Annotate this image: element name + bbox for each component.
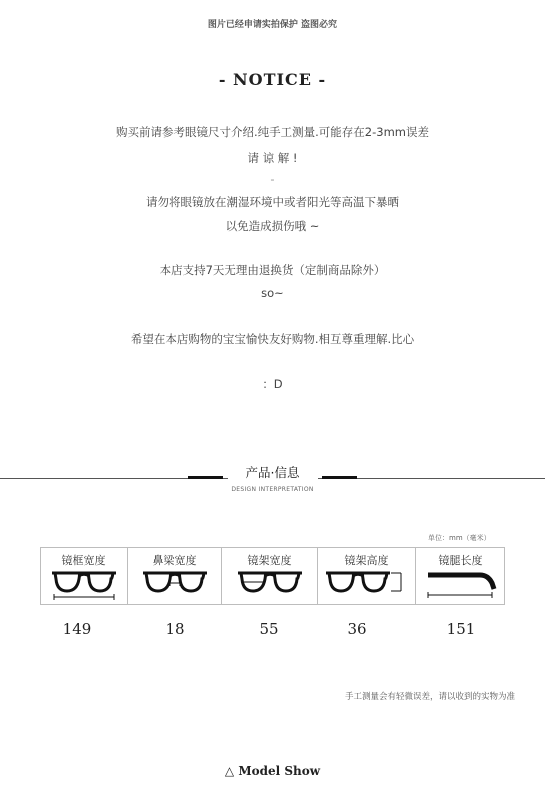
notice-line: 本店支持7天无理由退换货（定制商品除外） <box>159 263 386 277</box>
measurement-value-frame-width: 149 <box>62 620 92 638</box>
measurement-label: 镜架宽度 <box>247 554 292 567</box>
measurement-value-lens-width: 55 <box>259 620 279 638</box>
section-title: 产品·信息 <box>245 465 300 480</box>
unit-label: 单位：mm（毫米） <box>428 534 491 542</box>
measurement-card-lens-height <box>318 547 416 605</box>
lens-height-icon <box>325 567 409 601</box>
temple-length-icon <box>424 567 498 601</box>
bridge-width-icon <box>140 567 210 601</box>
notice-line: 请勿将眼镜放在潮湿环境中或者阳光等高温下暴晒 <box>146 195 399 209</box>
notice-line: 希望在本店购物的宝宝愉快友好购物.相互尊重理解.比心 <box>130 332 415 346</box>
measurement-label: 镜框宽度 <box>61 554 106 567</box>
measurement-card-frame-width <box>40 547 128 605</box>
notice-line: - <box>270 172 275 186</box>
notice-line: so~ <box>261 286 284 300</box>
notice-line: 购买前请参考眼镜尺寸介绍.纯手工测量.可能存在2-3mm误差 <box>116 125 429 139</box>
measurement-note: 手工测量会有轻微误差，请以收到的实物为准 <box>344 692 515 702</box>
notice-line: ：D <box>262 377 283 391</box>
measurement-label: 鼻梁宽度 <box>152 554 197 567</box>
measurement-value-lens-height: 36 <box>347 620 367 638</box>
model-show-heading: △ Model Show <box>224 764 321 778</box>
measurement-card-temple-length <box>416 547 505 605</box>
measurement-value-temple-length: 151 <box>446 620 476 638</box>
measurement-label: 镜架高度 <box>344 554 389 567</box>
measurement-card-bridge-width <box>128 547 222 605</box>
watermark-text: 图片已经申请实拍保护 盗图必究 <box>207 20 338 30</box>
notice-line: 请 谅 解 ! <box>247 151 298 165</box>
lens-width-icon <box>235 567 305 601</box>
measurement-label: 镜腿长度 <box>438 554 483 567</box>
notice-line: 以免造成损伤哦 ~ <box>225 219 320 233</box>
measurement-card-lens-width <box>222 547 318 605</box>
section-subtitle: DESIGN INTERPRETATION <box>231 486 314 493</box>
notice-title: - NOTICE - <box>218 70 327 89</box>
measurement-value-bridge-width: 18 <box>165 620 185 638</box>
frame-width-icon <box>49 567 119 601</box>
